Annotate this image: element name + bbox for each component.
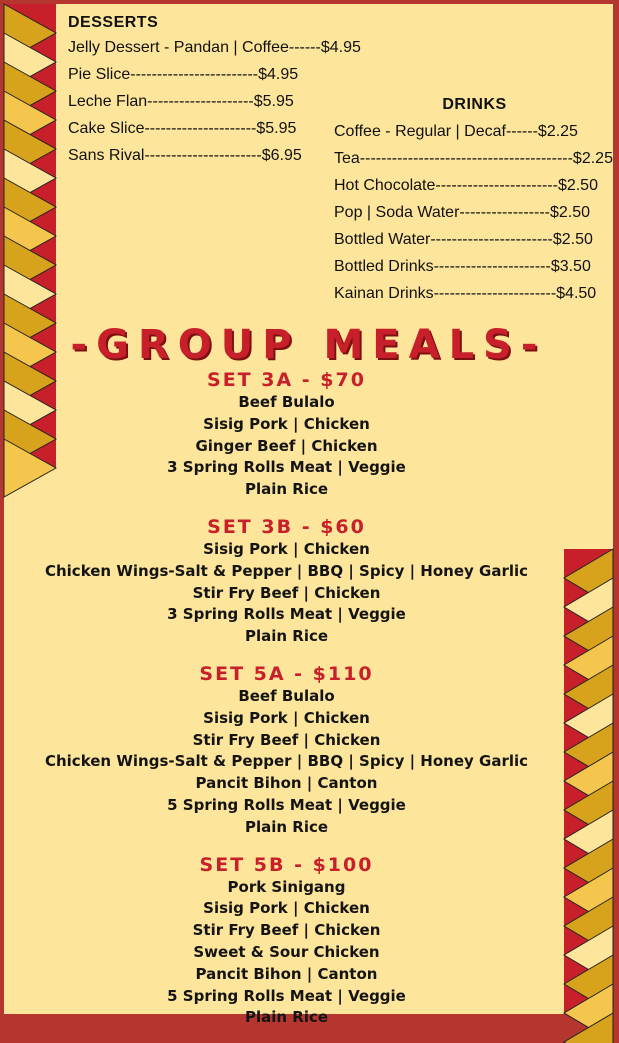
set-item: Sisig Pork | Chicken	[203, 708, 370, 727]
drink-item: Kainan Drinks-----------------------$4.50	[334, 285, 597, 302]
set-title: SET 3A - $70	[207, 369, 366, 391]
set-item: Chicken Wings-Salt & Pepper | BBQ | Spicy | Honey Garlic	[44, 752, 529, 771]
right-triangle-pattern	[564, 549, 613, 1014]
dessert-item: Cake Slice---------------------$5.95	[68, 120, 297, 137]
drinks-list	[334, 118, 613, 307]
set-item: 5 Spring Rolls Meat | Veggie	[167, 795, 406, 814]
drinks-section	[334, 96, 613, 307]
desserts-section	[68, 14, 368, 169]
set-item: 3 Spring Rolls Meat | Veggie	[167, 458, 406, 477]
set-item: Pork Sinigang	[227, 877, 346, 896]
dessert-item: Sans Rival----------------------$6.95	[68, 147, 302, 164]
drinks-title: DRINKS	[442, 96, 507, 113]
drink-item: Hot Chocolate-----------------------$2.50	[334, 177, 598, 194]
group-meals-title: -GROUP MEALS-	[70, 322, 547, 368]
drink-item: Pop | Soda Water-----------------$2.50	[334, 204, 591, 221]
desserts-list	[68, 34, 368, 169]
set-title: SET 5B - $100	[199, 853, 374, 876]
set-item: Stir Fry Beef | Chicken	[192, 583, 381, 602]
dessert-item: Pie Slice------------------------$4.95	[68, 66, 299, 83]
set-item: Stir Fry Beef | Chicken	[192, 921, 381, 940]
set-item: Plain Rice	[244, 480, 329, 499]
set-item: Beef Bulalo	[238, 393, 335, 411]
drink-item: Bottled Drinks----------------------$3.50	[334, 258, 591, 275]
set-item: 3 Spring Rolls Meat | Veggie	[167, 605, 406, 624]
set-item: Pancit Bihon | Canton	[195, 964, 378, 983]
set-item: Sisig Pork | Chicken	[203, 539, 370, 558]
set-block	[4, 368, 569, 501]
set-block	[4, 662, 569, 839]
set-item: 5 Spring Rolls Meat | Veggie	[167, 986, 406, 1005]
desserts-title: DESSERTS	[68, 14, 159, 31]
dessert-item: Jelly Dessert - Pandan | Coffee------$4.95	[68, 39, 361, 56]
set-item: Sisig Pork | Chicken	[203, 899, 370, 918]
set-item: Plain Rice	[244, 627, 329, 646]
group-meal-sets	[4, 368, 569, 1043]
dessert-item: Leche Flan--------------------$5.95	[68, 93, 294, 110]
set-item: Chicken Wings-Salt & Pepper | BBQ | Spicy | Honey Garlic	[44, 561, 529, 580]
set-title: SET 3B - $60	[207, 515, 366, 538]
set-block	[4, 515, 569, 648]
set-item: Plain Rice	[244, 817, 329, 836]
set-item: Plain Rice	[244, 1008, 329, 1027]
set-item: Sweet & Sour Chicken	[193, 942, 380, 961]
drink-item: Tea----------------------------------------$2.25	[334, 150, 613, 167]
set-item: Beef Bulalo	[238, 686, 335, 705]
set-item: Ginger Beef | Chicken	[195, 436, 378, 455]
drink-item: Coffee - Regular | Decaf------$2.25	[334, 123, 578, 140]
menu-page	[4, 4, 613, 1027]
set-item: Stir Fry Beef | Chicken	[192, 730, 381, 749]
set-title: SET 5A - $110	[199, 662, 374, 685]
set-block	[4, 853, 569, 1030]
set-item: Sisig Pork | Chicken	[203, 414, 370, 433]
drink-item: Bottled Water-----------------------$2.50	[334, 231, 593, 248]
set-item: Pancit Bihon | Canton	[195, 774, 378, 793]
